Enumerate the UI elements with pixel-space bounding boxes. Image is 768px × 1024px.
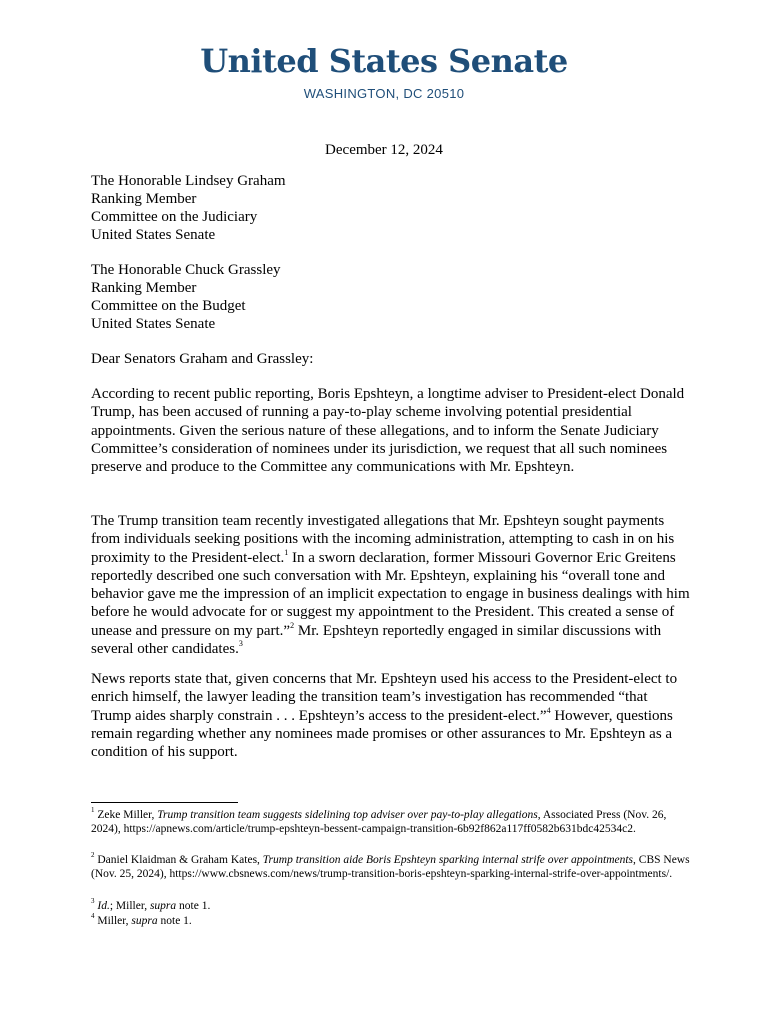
footnote-text: note 1. [157,915,192,927]
footnote-source: , CBS News (Nov. 25, 2024), https://www.cbsnews.com/news/trump-transition-boris-epshteyn-sparking-internal-strife-over-appointments/. [91,854,690,881]
paragraph-text: However, questions remain regarding whether any nominees made promises or other assurances to Mr. Epshteyn as a condition of his support. [91,707,673,761]
letterhead-address: WASHINGTON, DC 20510 [303,86,465,101]
footnote-id: Id. [97,900,110,912]
recipient-address-2 [91,261,691,333]
recipient-role: Ranking Member [91,191,197,207]
footnote-separator [91,802,238,803]
footnote-number: 4 [91,912,95,921]
recipient-committee: Committee on the Judiciary [91,209,258,225]
footnote-4 [91,914,691,928]
footnote-text: Miller, [94,915,132,927]
footnote-author: Zeke Miller, [94,809,158,821]
salutation: Dear Senators Graham and Grassley: [91,351,314,367]
footnote-text: ; Miller, [109,900,150,912]
recipient-body: United States Senate [91,316,216,332]
paragraph-text: News reports state that, given concerns that Mr. Epshteyn used his access to the President-elect to enrich himself, the lawyer leading the transition team’s investigation has recommended “that Trump aides sharply constrain . . . Epshteyn’s access to the president-elect.” [91,671,678,724]
recipient-body: United States Senate [91,227,216,243]
paragraph-1: According to recent public reporting, Boris Epshteyn, a longtime adviser to President-elect Donald Trump, has been accused of running a pay-to-play scheme involving potential presidential appointments. Given the serious nature of these allegations, and to inform the Senate Judiciary Committee’s consideration of nominees under its jurisdiction, we request that all such nominees preserve and produce to the Committee any communications with Mr. Epshteyn. [91,386,685,476]
footnote-text: note 1. [176,900,211,912]
footnote-author: Daniel Klaidman & Graham Kates, [94,854,263,866]
recipient-name: The Honorable Chuck Grassley [91,262,281,278]
footnote-ref: 4 [546,705,551,715]
footnote-title: Trump transition aide Boris Epshteyn sparking internal strife over appointments [262,854,634,866]
footnote-ref: 3 [238,639,243,649]
footnote-source: , Associated Press (Nov. 26, 2024), https://apnews.com/article/trump-epshteyn-bessent-campaign-transition-6b92f862a117ff0582b631bdc42534c2. [91,809,667,836]
footnote-supra: supra [131,915,158,927]
letter-date: December 12, 2024 [325,142,443,158]
paragraph-2 [91,512,691,658]
footnote-2 [91,853,691,882]
recipient-name: The Honorable Lindsey Graham [91,173,286,189]
letterhead-title: United States Senate [200,42,568,80]
letterhead [0,42,768,101]
footnote-number: 2 [91,851,95,860]
footnote-number: 1 [91,806,95,815]
footnote-ref: 2 [290,620,295,630]
footnote-1 [91,808,691,837]
recipient-address-1 [91,172,691,244]
footnote-supra: supra [149,900,177,912]
footnote-number: 3 [91,897,95,906]
footnote-title: Trump transition team suggests sidelining top adviser over pay-to-play allegations [157,809,538,821]
recipient-role: Ranking Member [91,280,197,296]
footnote-ref: 1 [284,547,289,557]
paragraph-text: The Trump transition team recently investigated allegations that Mr. Epshteyn sought payments from individuals seeking positions with the incoming administration, attempting to cash in on his proximity to the President-elect. [91,513,675,566]
paragraph-3 [91,670,691,761]
paragraph-text: Mr. Epshteyn reportedly engaged in similar discussions with several other candidates. [91,622,662,658]
paragraph-text: In a sworn declaration, former Missouri Governor Eric Greitens reportedly described one such conversation with Mr. Epshteyn, explaining his “overall tone and behavior gave me the impression of an implicit expectation to engage in business dealings with him before he would advocate for or suggest my appointment to the President. This created a sense of unease and pressure on my part.” [91,549,690,639]
recipient-committee: Committee on the Budget [91,298,246,314]
footnote-3 [91,899,691,913]
